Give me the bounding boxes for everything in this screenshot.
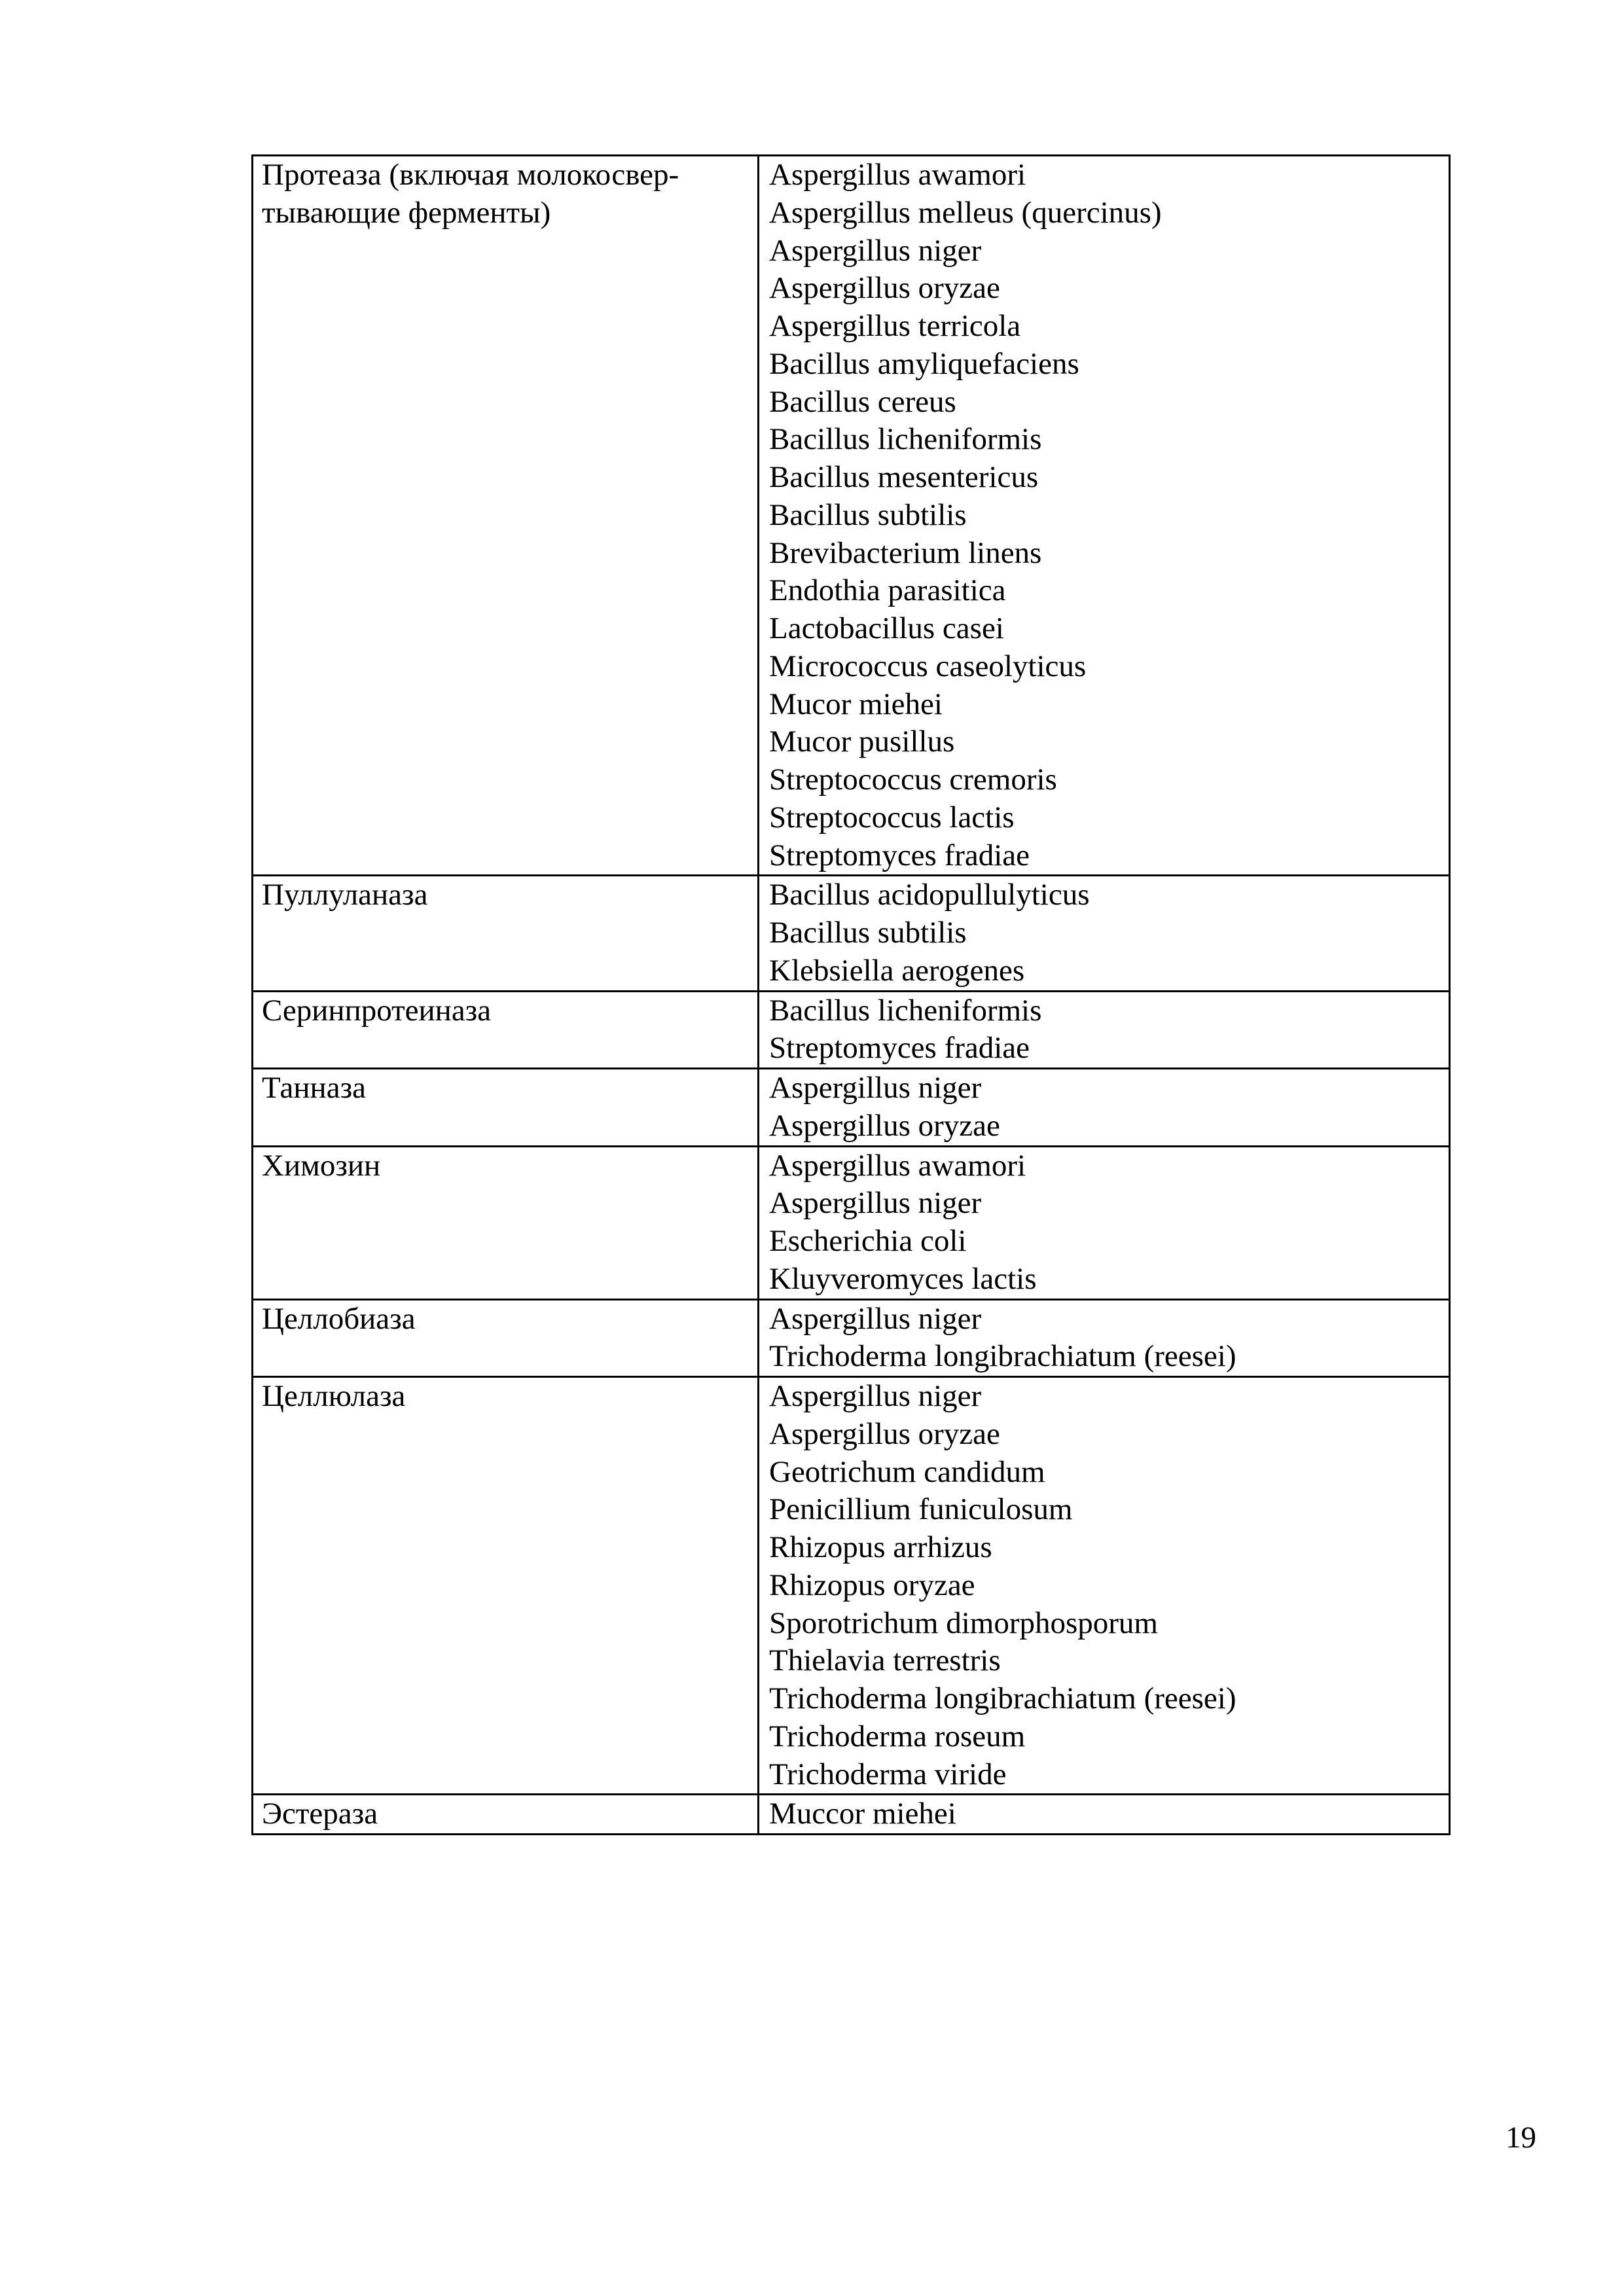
organism-name: Streptococcus lactis [769, 800, 1015, 834]
table-row [253, 1377, 1450, 1795]
organism-name: Aspergillus oryzae [769, 1416, 1000, 1451]
table-row [253, 991, 1450, 1069]
organism-name: Aspergillus niger [769, 1301, 982, 1336]
organism-name: Mucor miehei [769, 687, 943, 721]
table-row [253, 1146, 1450, 1299]
organism-cell [759, 156, 1450, 876]
organism-name: Bacillus acidopullulyticus [769, 878, 1090, 912]
enzyme-name: Эстераза [262, 1797, 378, 1831]
page-number: 19 [1506, 2121, 1536, 2155]
enzyme-cell [253, 1795, 759, 1835]
enzyme-cell [253, 1299, 759, 1377]
table-row [253, 1299, 1450, 1377]
organism-name: Bacillus subtilis [769, 497, 967, 532]
table-row [253, 876, 1450, 991]
organism-name: Bacillus subtilis [769, 916, 967, 950]
enzyme-cell [253, 1146, 759, 1299]
organism-name: Streptomyces fradiae [769, 1031, 1030, 1066]
enzyme-name: Серинпротеиназа [262, 993, 492, 1028]
enzyme-name: тывающие ферменты) [262, 195, 551, 230]
enzyme-name: Пуллуланаза [262, 878, 428, 912]
organism-name: Endothia parasitica [769, 573, 1006, 608]
organism-name: Rhizopus arrhizus [769, 1530, 992, 1564]
enzyme-name: Протеаза (включая молокосвер- [262, 158, 679, 192]
organism-name: Klebsiella aerogenes [769, 953, 1025, 988]
organism-name: Sporotrichum dimorphosporum [769, 1605, 1158, 1640]
organism-name: Lactobacillus casei [769, 611, 1004, 645]
organism-name: Bacillus licheniformis [769, 993, 1042, 1028]
organism-cell [759, 1069, 1450, 1147]
enzyme-cell [253, 991, 759, 1069]
organism-cell [759, 1299, 1450, 1377]
enzyme-cell [253, 876, 759, 991]
organism-cell [759, 991, 1450, 1069]
organism-name: Trichoderma longibrachiatum (reesei) [769, 1339, 1236, 1374]
table-row [253, 1795, 1450, 1835]
organism-name: Aspergillus awamori [769, 158, 1026, 192]
organism-name: Bacillus amyliquefaciens [769, 346, 1079, 381]
organism-name: Bacillus cereus [769, 384, 956, 419]
organism-cell [759, 1377, 1450, 1795]
organism-name: Muccor miehei [769, 1797, 956, 1831]
organism-cell [759, 1146, 1450, 1299]
enzyme-cell [253, 156, 759, 876]
organism-name: Brevibacterium linens [769, 535, 1042, 570]
organism-name: Aspergillus niger [769, 1071, 982, 1105]
organism-cell [759, 876, 1450, 991]
table-body [253, 156, 1450, 1835]
organism-name: Kluyveromyces lactis [769, 1261, 1037, 1296]
organism-name: Rhizopus oryzae [769, 1568, 975, 1602]
organism-name: Trichoderma roseum [769, 1719, 1026, 1753]
enzyme-cell [253, 1069, 759, 1147]
organism-name: Trichoderma longibrachiatum (reesei) [769, 1681, 1236, 1715]
organism-name: Aspergillus niger [769, 233, 982, 268]
enzyme-name: Целлобиаза [262, 1301, 416, 1336]
organism-name: Aspergillus awamori [769, 1148, 1026, 1183]
organism-name: Aspergillus oryzae [769, 1108, 1000, 1143]
organism-name: Penicillium funiculosum [769, 1492, 1073, 1527]
organism-name: Streptococcus cremoris [769, 762, 1057, 797]
enzyme-source-table [251, 154, 1451, 1835]
enzyme-name: Танназа [262, 1071, 366, 1105]
enzyme-name: Целлюлаза [262, 1379, 406, 1413]
organism-name: Aspergillus niger [769, 1186, 982, 1221]
organism-name: Aspergillus niger [769, 1379, 982, 1413]
organism-name: Thielavia terrestris [769, 1643, 1001, 1678]
organism-name: Aspergillus terricola [769, 309, 1021, 343]
table-row [253, 156, 1450, 876]
organism-name: Aspergillus oryzae [769, 271, 1000, 306]
table-row [253, 1069, 1450, 1147]
enzyme-name: Химозин [262, 1148, 381, 1183]
enzyme-cell [253, 1377, 759, 1795]
organism-cell [759, 1795, 1450, 1835]
organism-name: Streptomyces fradiae [769, 838, 1030, 872]
organism-name: Trichoderma viride [769, 1757, 1007, 1791]
organism-name: Bacillus mesentericus [769, 460, 1039, 494]
organism-name: Aspergillus melleus (quercinus) [769, 195, 1162, 230]
organism-name: Escherichia coli [769, 1224, 967, 1258]
organism-name: Micrococcus caseolyticus [769, 649, 1087, 683]
organism-name: Bacillus licheniformis [769, 422, 1042, 457]
organism-name: Geotrichum candidum [769, 1454, 1045, 1489]
organism-name: Mucor pusillus [769, 725, 955, 759]
